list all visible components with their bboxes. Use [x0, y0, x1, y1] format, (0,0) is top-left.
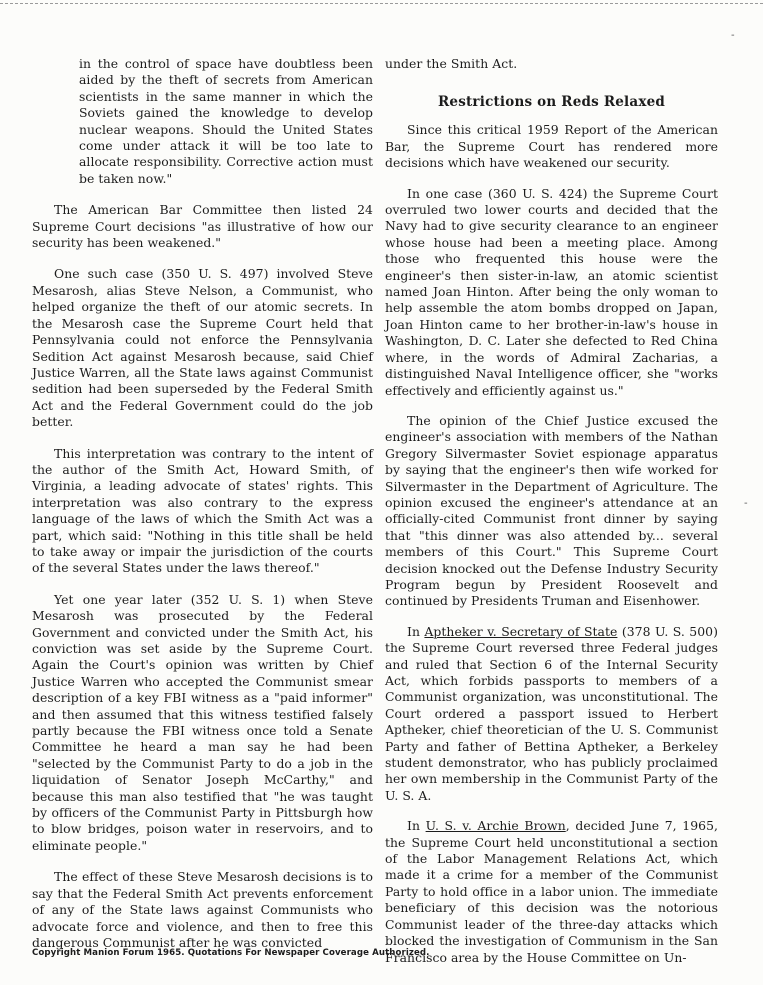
- paragraph-bar-committee: The American Bar Committee then listed 24 Supreme Court decisions "as illustrative of how our security has been weakened.": [32, 202, 373, 251]
- case-name-archie-brown: U. S. v. Archie Brown: [425, 818, 566, 834]
- top-dashed-border: [0, 3, 763, 4]
- left-column: [32, 56, 373, 951]
- scan-mark-top: -: [731, 30, 735, 41]
- right-column: [385, 56, 718, 966]
- paragraph-mesarosh-case: One such case (350 U. S. 497) involved Steve Mesarosh, alias Steve Nelson, a Communist, who helped organize the theft of our atomic secrets. In the Mesarosh case the Supreme Court held that Pennsylvania could not enforce the Pennsylvania Sedition Act against Mesarosh because, said Chief Justice Warren, all the State laws against Communist sedition had been superseded by the Federal Smith Act and the Federal Government could do the job better.: [32, 266, 373, 430]
- paragraph-smith-act-intent: This interpretation was contrary to the intent of the author of the Smith Act, Howard Smith, of Virginia, a leading advocate of states' rights. This interpretation was also contrary to the express language of the laws of which the Smith Act was a part, which said: "Nothing in this title shall be held to take away or impair the jurisdiction of the courts of the several States under the laws thereof.": [32, 445, 373, 576]
- section-heading: Restrictions on Reds Relaxed: [437, 94, 666, 111]
- quote-block: in the control of space have doubtless been aided by the theft of secrets from American scientists in the same manner in which the Soviets gained the knowledge to develop nuclear weapons. Should the United States come under attack it will be too late to allocate responsibility. Corrective action must be taken now.": [79, 56, 373, 186]
- copyright-footer: Copyright Manion Forum 1965. Quotations For Newspaper Coverage Authorized.: [32, 948, 430, 958]
- paragraph-navy-clearance: In one case (360 U. S. 424) the Supreme Court overruled two lower courts and decided that the Navy had to give security clearance to an engineer whose house had been a meeting place. Among those who frequented this house were the engineer's then sister-in-law, an atomic scientist named Joan Hinton. After being the only woman to help assemble the atom bombs dropped on Japan, Joan Hinton came to her brother-in-law's house in Washington, D. C. Later she defected to Red China where, in the words of Admiral Zacharias, a distinguished Naval Intelligence officer, she "works effectively and efficiently against us.": [385, 185, 718, 398]
- paragraph-critical-report: Since this critical 1959 Report of the American Bar, the Supreme Court has rendered more decisions which have weakened our security.: [385, 122, 718, 171]
- case-name-aptheker: Aptheker v. Secretary of State: [424, 623, 618, 639]
- case-prefix: In: [407, 623, 425, 639]
- case-prefix: In: [407, 818, 426, 834]
- aptheker-text: (378 U. S. 500) the Supreme Court reversed three Federal judges and ruled that Section 6 of the Internal Security Act, which forbids passports to members of a Communist organization, was unconstitutional. The Court ordered a passport issued to Herbert Aptheker, chief theoretician of the U. S. Communist Party and father of Bettina Aptheker, a Berkeley student demonstrator, who has publicly proclaimed her own membership in the Communist Party of the U. S. A.: [385, 623, 718, 803]
- paragraph-archie-brown: [385, 818, 718, 966]
- archie-brown-text: , decided June 7, 1965, the Supreme Court held unconstitutional a section of the Labor Management Relations Act, which made it a crime for a member of the Communist Party to hold office in a labor union. The immediate beneficiary of this decision was the notorious Communist leader of the three-day attacks which blocked the investigation of Communism in the San Francisco area by the House Committee on Un-: [385, 818, 718, 965]
- continuation-text: under the Smith Act.: [385, 56, 518, 71]
- paragraph-mesarosh-effect: The effect of these Steve Mesarosh decisions is to say that the Federal Smith Act prevents enforcement of any of the State laws against Communists who advocate force and violence, and then to free this dangerous Communist after he was convicted: [32, 869, 373, 950]
- scan-mark-margin: -: [744, 498, 748, 509]
- paragraph-chief-justice-opinion: The opinion of the Chief Justice excused the engineer's association with members of the Nathan Gregory Silvermaster Soviet espionage apparatus by saying that the engineer's then wife worked for Silvermaster in the Department of Agriculture. The opinion excused the engineer's attendance at an officially-cited Communist front dinner by saying that "this dinner was also attended by... several members of this Court." This Supreme Court decision knocked out the Defense Industry Security Program begun by President Roosevelt and continued by Presidents Truman and Eisenhower.: [385, 412, 718, 609]
- paragraph-aptheker: [385, 624, 718, 804]
- paragraph-mesarosh-retrial: Yet one year later (352 U. S. 1) when Steve Mesarosh was prosecuted by the Federal Government and convicted under the Smith Act, his conviction was set aside by the Supreme Court. Again the Court's opinion was written by Chief Justice Warren who accepted the Communist smear description of a key FBI witness as a "paid informer" and then assumed that this witness testified falsely partly because the FBI witness once told a Senate Committee he heard a man say he had been "selected by the Communist Party to do a job in the liquidation of Senator Joseph McCarthy," and because this man also testified that "he was taught by officers of the Communist Party in Pittsburgh how to blow bridges, poison water in reservoirs, and to eliminate people.": [32, 591, 373, 853]
